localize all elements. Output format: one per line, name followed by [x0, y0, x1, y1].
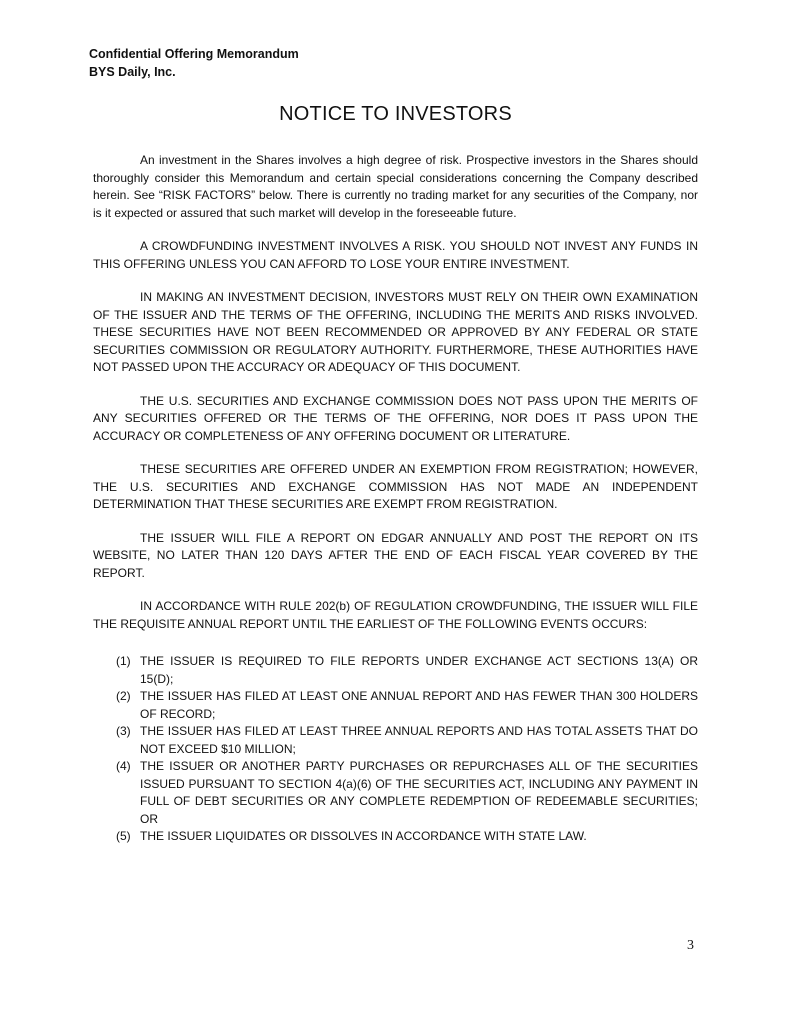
list-item-number: (4) — [116, 759, 131, 773]
paragraph-sec-disclaimer: THE U.S. SECURITIES AND EXCHANGE COMMISSION DOES NOT PASS UPON THE MERITS OF ANY SECURITIES OFFERED OR THE TERMS OF THE OFFERING, NOR DOES IT PASS UPON THE ACCURACY OR COMPLETENESS OF ANY OFFERING DOCUMENT OR LITERATURE. — [93, 393, 698, 443]
header-document-type: Confidential Offering Memorandum — [89, 47, 299, 61]
paragraph-exemption: THESE SECURITIES ARE OFFERED UNDER AN EXEMPTION FROM REGISTRATION; HOWEVER, THE U.S. SECURITIES AND EXCHANGE COMMISSION HAS NOT MADE AN INDEPENDENT DETERMINATION THAT THESE SECURITIES ARE EXEMPT FROM REGISTRATION. — [93, 462, 698, 511]
list-item — [93, 758, 698, 828]
page-title: NOTICE TO INVESTORS — [279, 103, 512, 125]
list-item — [93, 723, 698, 758]
list-item-text: THE ISSUER LIQUIDATES OR DISSOLVES IN ACCORDANCE WITH STATE LAW. — [140, 829, 587, 843]
paragraph-risk-overview: An investment in the Shares involves a high degree of risk. Prospective investors in the Shares should thoroughly consider this Memorandum and certain special considerations concerning the Company described herein. See “RISK FACTORS” below. There is currently no trading market for any securities of the Company, nor is it expected or assured that such market will develop in the foreseeable future. — [93, 153, 698, 220]
list-item-text: THE ISSUER IS REQUIRED TO FILE REPORTS UNDER EXCHANGE ACT SECTIONS 13(A) OR 15(D); — [140, 654, 698, 686]
list-item-number: (1) — [116, 654, 131, 668]
list-item-text: THE ISSUER HAS FILED AT LEAST THREE ANNUAL REPORTS AND HAS TOTAL ASSETS THAT DO NOT EXCEED $10 MILLION; — [140, 724, 698, 756]
list-item — [93, 828, 698, 846]
paragraph-crowdfunding-risk: A CROWDFUNDING INVESTMENT INVOLVES A RISK. YOU SHOULD NOT INVEST ANY FUNDS IN THIS OFFERING UNLESS YOU CAN AFFORD TO LOSE YOUR ENTIRE INVESTMENT. — [93, 239, 698, 271]
terminating-events-list — [93, 653, 698, 846]
header-company-name: BYS Daily, Inc. — [89, 65, 176, 79]
document-header — [89, 45, 299, 81]
paragraph-edgar-report: THE ISSUER WILL FILE A REPORT ON EDGAR ANNUALLY AND POST THE REPORT ON ITS WEBSITE, NO LATER THAN 120 DAYS AFTER THE END OF EACH FISCAL YEAR COVERED BY THE REPORT. — [93, 530, 698, 580]
list-item-number: (5) — [116, 829, 131, 843]
list-item-text: THE ISSUER HAS FILED AT LEAST ONE ANNUAL REPORT AND HAS FEWER THAN 300 HOLDERS OF RECORD; — [140, 689, 698, 721]
page-number: 3 — [687, 938, 694, 953]
list-item — [93, 653, 698, 688]
list-item-number: (2) — [116, 689, 131, 703]
list-item — [93, 688, 698, 723]
notice-body — [93, 152, 698, 846]
paragraph-investment-decision: IN MAKING AN INVESTMENT DECISION, INVESTORS MUST RELY ON THEIR OWN EXAMINATION OF THE ISSUER AND THE TERMS OF THE OFFERING, INCLUDING THE MERITS AND RISKS INVOLVED. THESE SECURITIES HAVE NOT BEEN RECOMMENDED OR APPROVED BY ANY FEDERAL OR STATE SECURITIES COMMISSION OR REGULATORY AUTHORITY. FURTHERMORE, THESE AUTHORITIES HAVE NOT PASSED UPON THE ACCURACY OR ADEQUACY OF THIS DOCUMENT. — [93, 290, 698, 374]
paragraph-rule-202b: IN ACCORDANCE WITH RULE 202(b) OF REGULATION CROWDFUNDING, THE ISSUER WILL FILE THE REQUISITE ANNUAL REPORT UNTIL THE EARLIEST OF THE FOLLOWING EVENTS OCCURS: — [93, 599, 698, 631]
list-item-number: (3) — [116, 724, 131, 738]
list-item-text: THE ISSUER OR ANOTHER PARTY PURCHASES OR REPURCHASES ALL OF THE SECURITIES ISSUED PURSUANT TO SECTION 4(a)(6) OF THE SECURITIES ACT, INCLUDING ANY PAYMENT IN FULL OF DEBT SECURITIES OR ANY COMPLETE REDEMPTION OF REDEEMABLE SECURITIES; OR — [140, 759, 698, 826]
